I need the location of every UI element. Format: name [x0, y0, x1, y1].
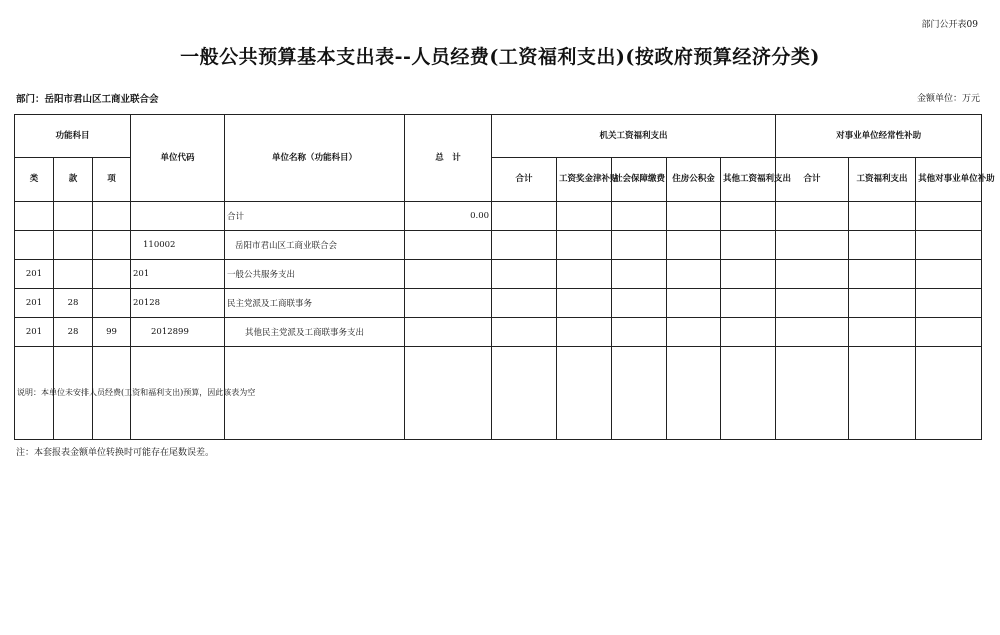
cell-empty — [557, 202, 612, 231]
cell-name: 一般公共服务支出 — [225, 260, 405, 289]
cell-name: 其他民主党派及工商联事务支出 — [225, 318, 405, 347]
cell-lei — [15, 231, 54, 260]
cell-empty — [667, 318, 721, 347]
cell-empty — [557, 289, 612, 318]
header-kuan: 款 — [54, 158, 93, 202]
cell-empty — [721, 347, 776, 440]
cell-empty — [916, 318, 982, 347]
header-agency-group: 机关工资福利支出 — [492, 115, 776, 158]
cell-empty — [612, 318, 667, 347]
cell-total — [405, 231, 492, 260]
cell-kuan: 28 — [54, 318, 93, 347]
header-institution-group: 对事业单位经常性补助 — [776, 115, 982, 158]
header-institution-salary: 工资福利支出 — [849, 158, 916, 202]
cell-kuan — [54, 231, 93, 260]
cell-empty — [776, 231, 849, 260]
form-code: 部门公开表09 — [921, 20, 978, 30]
cell-empty — [776, 202, 849, 231]
page-title: 一般公共预算基本支出表--人员经费(工资福利支出)(按政府预算经济分类) — [180, 46, 820, 68]
cell-empty — [849, 260, 916, 289]
cell-total — [405, 318, 492, 347]
cell-empty — [492, 231, 557, 260]
cell-empty — [492, 347, 557, 440]
cell-empty — [405, 347, 492, 440]
cell-empty — [557, 231, 612, 260]
cell-empty — [721, 289, 776, 318]
budget-table — [14, 114, 995, 440]
cell-xiang — [93, 202, 131, 231]
table-row — [15, 202, 982, 231]
header-institution-subtotal: 合计 — [776, 158, 849, 202]
cell-empty — [916, 231, 982, 260]
note-cell: 说明：本单位未安排人员经费(工资和福利支出)预算，因此该表为空 — [15, 347, 54, 440]
cell-empty — [492, 202, 557, 231]
unit-label: 金额单位：万元 — [916, 94, 980, 104]
cell-kuan: 28 — [54, 289, 93, 318]
cell-empty — [916, 260, 982, 289]
cell-empty — [849, 231, 916, 260]
cell-empty — [557, 260, 612, 289]
cell-xiang — [93, 231, 131, 260]
cell-empty — [612, 289, 667, 318]
cell-empty — [667, 347, 721, 440]
cell-empty — [492, 260, 557, 289]
header-agency-social: 社会保障缴费 — [612, 158, 667, 202]
cell-empty — [849, 202, 916, 231]
cell-empty — [557, 318, 612, 347]
cell-empty — [667, 289, 721, 318]
cell-empty — [667, 260, 721, 289]
cell-code — [131, 202, 225, 231]
cell-xiang — [93, 289, 131, 318]
cell-code: 20128 — [131, 289, 225, 318]
cell-empty — [916, 202, 982, 231]
header-row-1 — [15, 115, 982, 158]
cell-empty — [492, 289, 557, 318]
cell-empty — [776, 347, 849, 440]
cell-lei: 201 — [15, 289, 54, 318]
cell-empty — [612, 231, 667, 260]
cell-xiang — [93, 260, 131, 289]
header-lei: 类 — [15, 158, 54, 202]
header-agency-housing: 住房公积金 — [667, 158, 721, 202]
cell-empty — [667, 202, 721, 231]
cell-empty — [849, 289, 916, 318]
header-agency-other: 其他工资福利支出 — [721, 158, 776, 202]
cell-total: 0.00 — [405, 202, 492, 231]
note-row — [15, 347, 982, 440]
header-unit-name: 单位名称（功能科目） — [225, 115, 405, 202]
table-row — [15, 289, 982, 318]
cell-empty — [776, 289, 849, 318]
header-agency-bonus: 工资奖金津补贴 — [557, 158, 612, 202]
cell-empty — [776, 318, 849, 347]
cell-code: 110002 — [131, 231, 225, 260]
cell-empty — [776, 260, 849, 289]
cell-empty — [849, 347, 916, 440]
table-row — [15, 231, 982, 260]
footer-note: 注：本套报表金额单位转换时可能存在尾数误差。 — [16, 448, 215, 458]
header-institution-other: 其他对事业单位补助 — [916, 158, 982, 202]
cell-total — [405, 289, 492, 318]
header-unit-code: 单位代码 — [131, 115, 225, 202]
cell-empty — [667, 231, 721, 260]
cell-empty — [492, 318, 557, 347]
cell-total — [405, 260, 492, 289]
cell-empty — [721, 231, 776, 260]
cell-name: 岳阳市君山区工商业联合会 — [225, 231, 405, 260]
cell-empty — [612, 202, 667, 231]
cell-empty — [849, 318, 916, 347]
cell-code: 2012899 — [131, 318, 225, 347]
cell-empty — [612, 347, 667, 440]
cell-empty — [916, 347, 982, 440]
header-xiang: 项 — [93, 158, 131, 202]
table-row — [15, 260, 982, 289]
table-row — [15, 318, 982, 347]
cell-empty — [721, 318, 776, 347]
cell-kuan — [54, 260, 93, 289]
header-function-subject: 功能科目 — [15, 115, 131, 158]
cell-kuan — [54, 202, 93, 231]
department-label: 部门：岳阳市君山区工商业联合会 — [16, 94, 159, 105]
cell-lei: 201 — [15, 318, 54, 347]
cell-lei: 201 — [15, 260, 54, 289]
cell-empty — [916, 289, 982, 318]
cell-code: 201 — [131, 260, 225, 289]
header-total: 总 计 — [405, 115, 492, 202]
cell-lei — [15, 202, 54, 231]
cell-empty — [557, 347, 612, 440]
cell-name: 民主党派及工商联事务 — [225, 289, 405, 318]
header-agency-subtotal: 合计 — [492, 158, 557, 202]
cell-xiang: 99 — [93, 318, 131, 347]
cell-name: 合计 — [225, 202, 405, 231]
cell-empty — [721, 202, 776, 231]
cell-empty — [612, 260, 667, 289]
cell-empty — [721, 260, 776, 289]
